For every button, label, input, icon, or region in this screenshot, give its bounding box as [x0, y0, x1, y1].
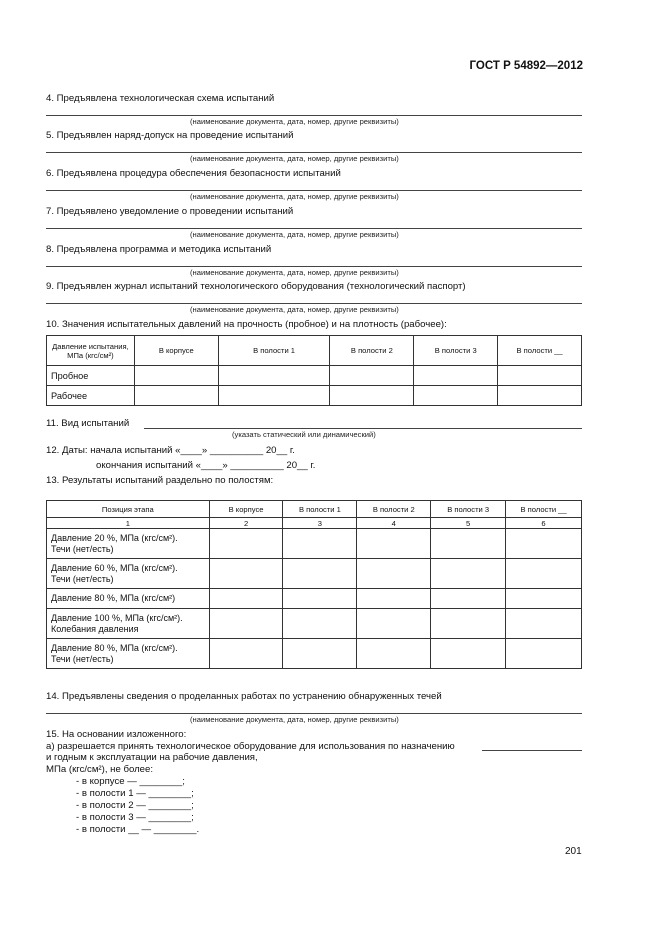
row-label-line1: Давление 60 %, МПа (кгс/см²).	[51, 562, 178, 573]
empty-cell	[498, 386, 582, 406]
empty-cell	[431, 559, 506, 589]
row-label-line2: Колебания давления	[51, 623, 139, 634]
empty-cell	[134, 366, 218, 386]
column-number: 1	[47, 518, 210, 529]
caption-4: (наименование документа, дата, номер, другие реквизиты)	[190, 117, 399, 126]
empty-cell	[414, 386, 498, 406]
empty-cell	[506, 529, 582, 559]
fill-line-4	[46, 115, 582, 116]
header-col: В полости 3	[414, 336, 498, 366]
header-col: В полости 1	[283, 501, 357, 518]
item-15-a-line3: МПа (кгс/см²), не более:	[46, 764, 153, 775]
test-pressure-table	[46, 335, 582, 406]
header-col: В корпусе	[209, 501, 283, 518]
list-item: - в корпусе — ________;	[76, 776, 185, 787]
item-11: 11. Вид испытаний	[46, 418, 130, 429]
empty-cell	[357, 639, 431, 669]
item-15-a-line2: и годным к эксплуатации на рабочие давления,	[46, 752, 258, 763]
column-number: 4	[357, 518, 431, 529]
empty-cell	[209, 639, 283, 669]
item-5: 5. Предъявлен наряд-допуск на проведение испытаний	[46, 130, 294, 141]
header-col: В полости __	[506, 501, 582, 518]
table-row	[47, 589, 582, 609]
table-row	[47, 386, 582, 406]
empty-cell	[431, 609, 506, 639]
caption-5: (наименование документа, дата, номер, другие реквизиты)	[190, 154, 399, 163]
table-header-row	[47, 501, 582, 518]
list-item: - в полости __ — ________.	[76, 824, 200, 835]
item-12-start: 12. Даты: начала испытаний «____» __________ 20__ г.	[46, 445, 295, 456]
results-table	[46, 500, 582, 669]
row-label-line1: Давление 100 %, МПа (кгс/см²).	[51, 612, 183, 623]
fill-line-6	[46, 190, 582, 191]
caption-6: (наименование документа, дата, номер, другие реквизиты)	[190, 192, 399, 201]
header-col: В полости 2	[330, 336, 414, 366]
fill-line-14	[46, 713, 582, 714]
header-pressure	[47, 336, 135, 366]
fill-line-5	[46, 152, 582, 153]
empty-cell	[218, 386, 330, 406]
empty-cell	[431, 639, 506, 669]
empty-cell	[283, 529, 357, 559]
header-col: Позиция этапа	[47, 501, 210, 518]
empty-cell	[209, 589, 283, 609]
caption-7: (наименование документа, дата, номер, другие реквизиты)	[190, 230, 399, 239]
empty-cell	[330, 366, 414, 386]
fill-line-9	[46, 303, 582, 304]
item-10-title: 10. Значения испытательных давлений на прочность (пробное) и на плотность (рабочее):	[46, 319, 447, 330]
header-col: В полости 3	[431, 501, 506, 518]
empty-cell	[357, 529, 431, 559]
empty-cell	[506, 609, 582, 639]
empty-cell	[506, 559, 582, 589]
empty-cell	[209, 529, 283, 559]
empty-cell	[498, 366, 582, 386]
item-13-title: 13. Результаты испытаний раздельно по полостям:	[46, 475, 274, 486]
empty-cell	[506, 589, 582, 609]
empty-cell	[357, 589, 431, 609]
empty-cell	[506, 639, 582, 669]
empty-cell	[283, 559, 357, 589]
table-row	[47, 529, 582, 559]
list-item: - в полости 1 — ________;	[76, 788, 194, 799]
header-col: В полости __	[498, 336, 582, 366]
row-label	[47, 609, 210, 639]
empty-cell	[209, 559, 283, 589]
column-number: 2	[209, 518, 283, 529]
row-label	[47, 559, 210, 589]
table-row	[47, 639, 582, 669]
header-col: В полости 1	[218, 336, 330, 366]
item-15-a-line1: а) разрешается принять технологическое оборудование для использования по назначению	[46, 741, 455, 752]
row-label-line2: Течи (нет/есть)	[51, 653, 114, 664]
item-14: 14. Предъявлены сведения о проделанных работах по устранению обнаруженных течей	[46, 691, 442, 702]
row-label-line2: Течи (нет/есть)	[51, 573, 114, 584]
empty-cell	[283, 639, 357, 669]
column-number-row	[47, 518, 582, 529]
caption-14: (наименование документа, дата, номер, другие реквизиты)	[190, 715, 399, 724]
empty-cell	[414, 366, 498, 386]
table-row	[47, 609, 582, 639]
caption-9: (наименование документа, дата, номер, другие реквизиты)	[190, 305, 399, 314]
row-label: Рабочее	[47, 386, 135, 406]
column-number: 6	[506, 518, 582, 529]
column-number: 3	[283, 518, 357, 529]
empty-cell	[431, 589, 506, 609]
row-label-line1: Давление 80 %, МПа (кгс/см²).	[51, 642, 178, 653]
item-6: 6. Предъявлена процедура обеспечения безопасности испытаний	[46, 168, 341, 179]
table-header-row	[47, 336, 582, 366]
item-7: 7. Предъявлено уведомление о проведении испытаний	[46, 206, 294, 217]
list-item: - в полости 2 — ________;	[76, 800, 194, 811]
caption-11: (указать статический или динамический)	[232, 430, 376, 439]
item-12-end: окончания испытаний «____» __________ 20__ г.	[96, 460, 316, 471]
empty-cell	[134, 386, 218, 406]
empty-cell	[218, 366, 330, 386]
empty-cell	[283, 609, 357, 639]
row-label-line2: Течи (нет/есть)	[51, 543, 114, 554]
empty-cell	[357, 559, 431, 589]
fill-line-7	[46, 228, 582, 229]
list-item: - в полости 3 — ________;	[76, 812, 194, 823]
page-number: 201	[565, 846, 582, 857]
item-8: 8. Предъявлена программа и методика испытаний	[46, 244, 272, 255]
empty-cell	[357, 609, 431, 639]
fill-line-11	[144, 428, 582, 429]
column-number: 5	[431, 518, 506, 529]
caption-8: (наименование документа, дата, номер, другие реквизиты)	[190, 268, 399, 277]
row-label: Пробное	[47, 366, 135, 386]
header-col: В полости 2	[357, 501, 431, 518]
empty-cell	[209, 609, 283, 639]
empty-cell	[330, 386, 414, 406]
row-label	[47, 529, 210, 559]
item-15-title: 15. На основании изложенного:	[46, 729, 187, 740]
fill-line-8	[46, 266, 582, 267]
standard-code: ГОСТ Р 54892—2012	[469, 60, 583, 72]
row-label	[47, 639, 210, 669]
table-row	[47, 366, 582, 386]
row-label-line1: Давление 80 %, МПа (кгс/см²)	[51, 593, 176, 603]
table-row	[47, 559, 582, 589]
header-col: В корпусе	[134, 336, 218, 366]
row-label	[47, 589, 210, 609]
item-9: 9. Предъявлен журнал испытаний технологического оборудования (технологический паспорт)	[46, 281, 466, 292]
row-label-line1: Давление 20 %, МПа (кгс/см²).	[51, 532, 178, 543]
empty-cell	[283, 589, 357, 609]
fill-line-15a	[482, 750, 582, 751]
item-4: 4. Предъявлена технологическая схема испытаний	[46, 93, 275, 104]
empty-cell	[431, 529, 506, 559]
header-pressure-label: Давление испытания, МПа (кгс/см²)	[52, 341, 129, 360]
